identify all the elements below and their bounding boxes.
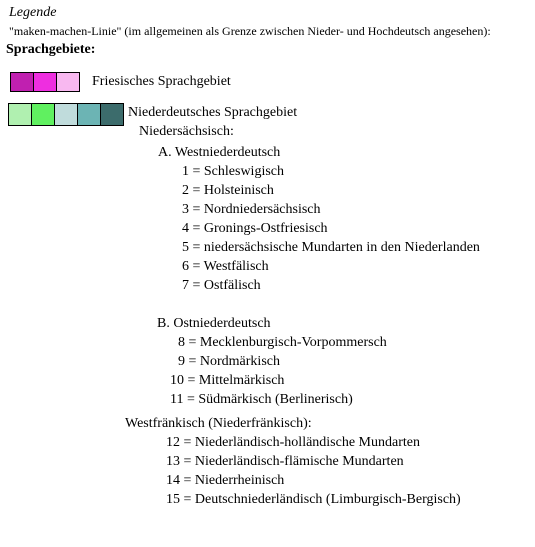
low-german-swatch-1 (8, 103, 32, 126)
low-saxon-label: Niedersächsisch: (139, 124, 234, 139)
low-german-swatch-5 (100, 103, 124, 126)
frisian-area-label: Friesisches Sprachgebiet (92, 74, 231, 89)
low-german-swatch-group (8, 103, 123, 126)
legend-title: Legende (9, 5, 57, 20)
language-areas-heading: Sprachgebiete: (6, 42, 96, 57)
west-low-german-label: A. Westniederdeutsch (158, 145, 281, 160)
list-item: 5 = niedersächsische Mundarten in den Niederlanden (182, 240, 480, 255)
list-item: 3 = Nordniedersächsisch (182, 202, 321, 217)
low-german-swatch-4 (77, 103, 101, 126)
west-franconian-label: Westfränkisch (Niederfränkisch): (125, 416, 312, 431)
frisian-swatch-2 (33, 72, 57, 92)
list-item: 14 = Niederrheinisch (166, 473, 285, 488)
list-item: 8 = Mecklenburgisch-Vorpommersch (178, 335, 387, 350)
list-item: 1 = Schleswigisch (182, 164, 284, 179)
frisian-swatch-1 (10, 72, 34, 92)
east-low-german-label: B. Ostniederdeutsch (157, 316, 271, 331)
list-item: 2 = Holsteinisch (182, 183, 274, 198)
list-item: 12 = Niederländisch-holländische Mundarten (166, 435, 420, 450)
list-item: 13 = Niederländisch-flämische Mundarten (166, 454, 404, 469)
low-german-area-label: Niederdeutsches Sprachgebiet (128, 105, 298, 120)
list-item: 11 = Südmärkisch (Berlinerisch) (170, 392, 353, 407)
list-item: 9 = Nordmärkisch (178, 354, 280, 369)
list-item: 7 = Ostfälisch (182, 278, 261, 293)
list-item: 15 = Deutschniederländisch (Limburgisch-Bergisch) (166, 492, 461, 507)
list-item: 4 = Gronings-Ostfriesisch (182, 221, 328, 236)
list-item: 6 = Westfälisch (182, 259, 269, 274)
frisian-swatch-3 (56, 72, 80, 92)
low-german-swatch-3 (54, 103, 78, 126)
frisian-swatch-group (10, 72, 79, 92)
low-german-swatch-2 (31, 103, 55, 126)
make-machen-line-description: "maken-machen-Linie" (im allgemeinen als Grenze zwischen Nieder- und Hochdeutsch angesehen): (9, 24, 491, 38)
list-item: 10 = Mittelmärkisch (170, 373, 285, 388)
